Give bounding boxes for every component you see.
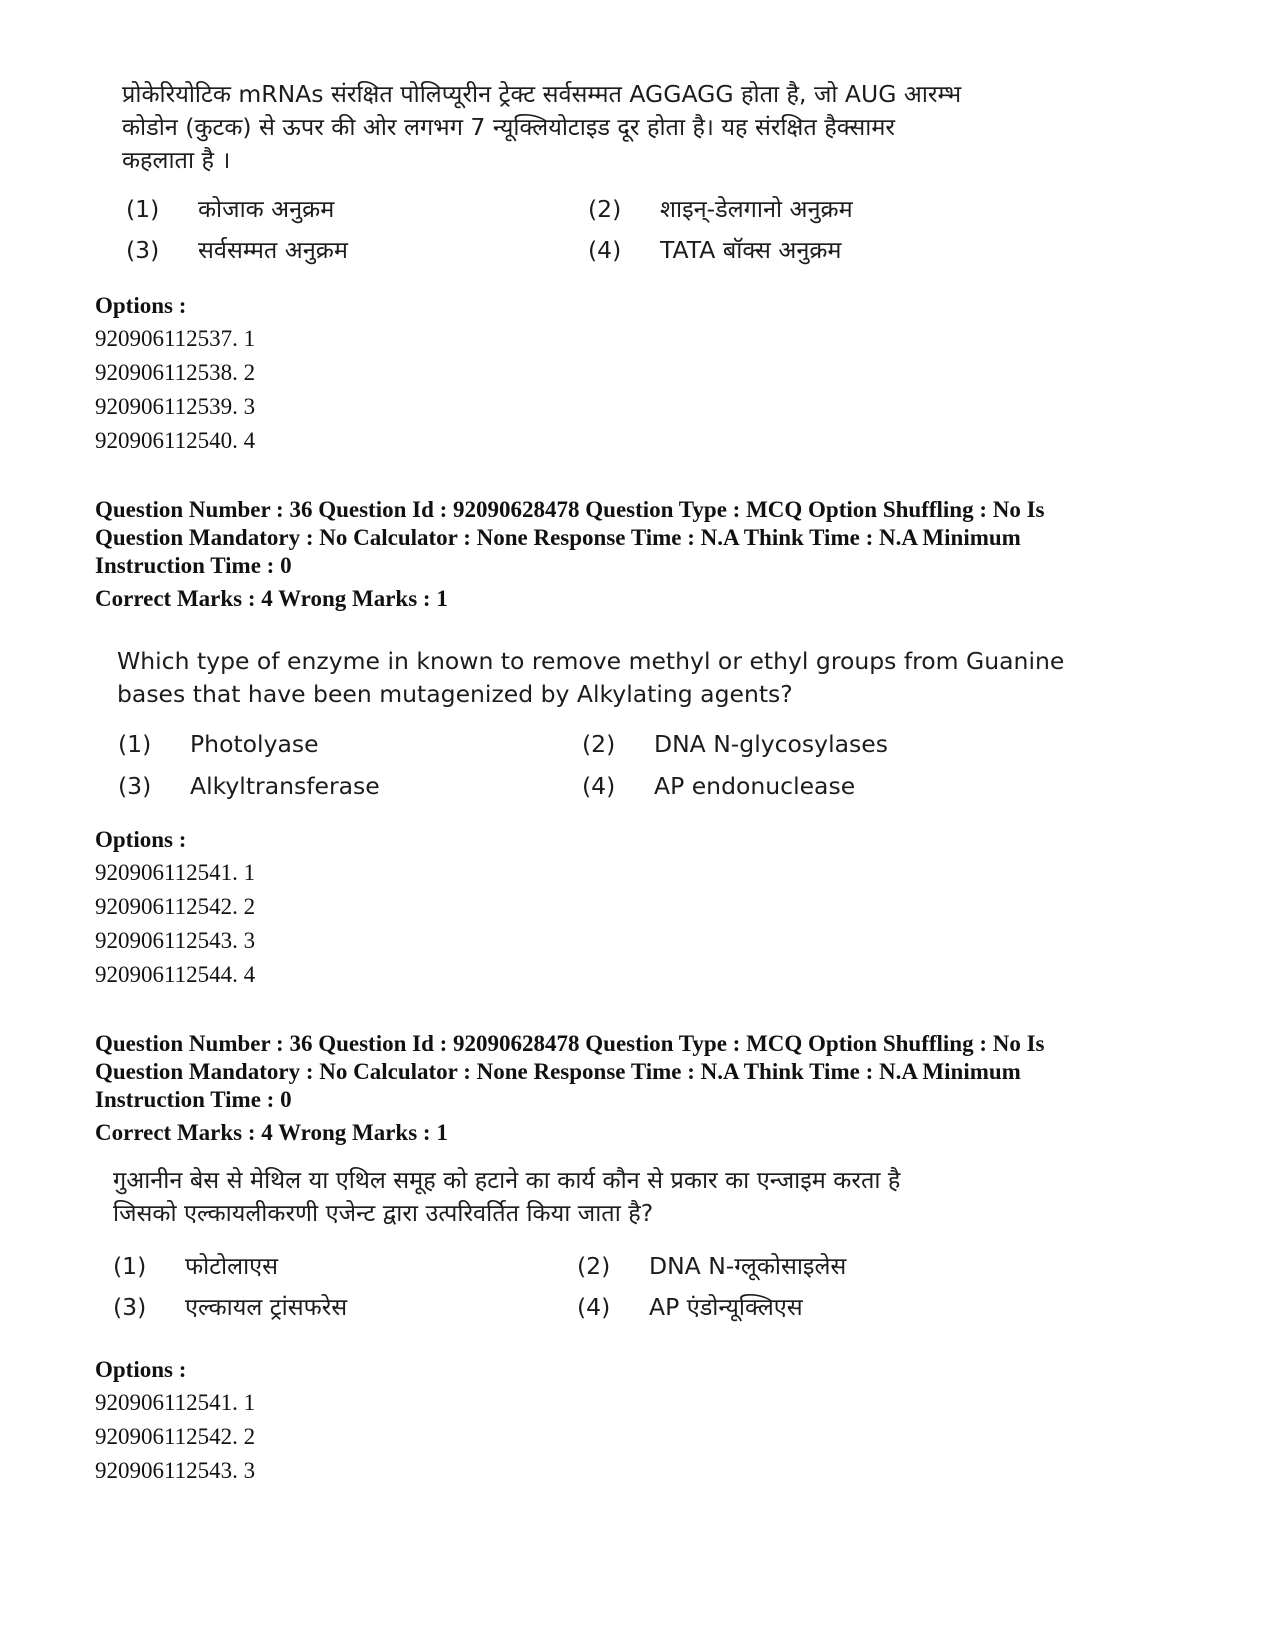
choice-number: (1) [118,730,152,758]
meta-line: Instruction Time : 0 [95,1087,292,1112]
choice-text: सर्वसम्मत अनुक्रम [198,236,348,264]
choice-number: (1) [113,1252,147,1280]
option-id: 920906112540. 4 [95,428,256,453]
question-line: bases that have been mutagenized by Alkylating agents? [117,680,793,708]
question-text [117,645,1127,711]
question-meta [95,496,1235,613]
choice-number: (4) [582,772,616,800]
choice-text: फोटोलाएस [185,1252,279,1280]
choice-number: (3) [118,772,152,800]
choice-text: शाइन्-डेलगानो अनुक्रम [660,195,853,223]
options-list [95,824,255,992]
meta-line: Question Number : 36 Question Id : 92090628478 Question Type : MCQ Option Shuffling : No Is [95,1031,1045,1056]
option-id: 920906112541. 1 [95,860,256,885]
choice-text: DNA N-ग्लूकोसाइलेस [649,1252,847,1280]
choice-text: Alkyltransferase [190,772,380,800]
option-id: 920906112542. 2 [95,894,256,919]
option-id: 920906112543. 3 [95,1458,256,1483]
marks-line: Correct Marks : 4 Wrong Marks : 1 [95,586,448,611]
options-list [95,290,255,458]
question-line: गुआनीन बेस से मेथिल या एथिल समूह को हटाने का कार्य कौन से प्रकार का एन्जाइम करता है [113,1166,901,1194]
choice-number: (4) [577,1293,611,1321]
choice-text: AP endonuclease [654,772,856,800]
question-text [122,78,1132,177]
options-list [95,1354,255,1488]
option-id: 920906112537. 1 [95,326,256,351]
question-text [113,1164,1123,1230]
option-id: 920906112539. 3 [95,394,256,419]
choice-text: TATA बॉक्स अनुक्रम [660,236,842,264]
marks-line: Correct Marks : 4 Wrong Marks : 1 [95,1120,448,1145]
choice-text: कोजाक अनुक्रम [198,195,335,223]
meta-line: Question Mandatory : No Calculator : None Response Time : N.A Think Time : N.A Minimum [95,1059,1021,1084]
question-line: Which type of enzyme in known to remove methyl or ethyl groups from Guanine [117,647,1065,675]
choice-text: DNA N-glycosylases [654,730,888,758]
question-meta [95,1030,1235,1147]
choice-text: Photolyase [190,730,319,758]
choice-number: (4) [588,236,622,264]
question-line: प्रोकेरियोटिक mRNAs संरक्षित पोलिप्यूरीन ट्रेक्ट सर्वसम्मत AGGAGG होता है, जो AUG आरम्भ [122,80,962,108]
question-line: कहलाता है । [122,146,231,174]
options-label: Options : [95,1357,187,1382]
option-id: 920906112538. 2 [95,360,256,385]
choice-number: (3) [126,236,160,264]
question-line: कोडोन (कुटक) से ऊपर की ओर लगभग 7 न्यूक्लियोटाइड दूर होता है। यह संरक्षित हैक्सामर [122,113,896,141]
meta-line: Question Mandatory : No Calculator : None Response Time : N.A Think Time : N.A Minimum [95,525,1021,550]
choice-number: (2) [588,195,622,223]
choice-number: (3) [113,1293,147,1321]
choice-text: एल्कायल ट्रांसफरेस [185,1293,348,1321]
meta-line: Question Number : 36 Question Id : 92090628478 Question Type : MCQ Option Shuffling : No Is [95,497,1045,522]
options-label: Options : [95,293,187,318]
options-label: Options : [95,827,187,852]
choice-text: AP एंडोन्यूक्लिएस [649,1293,803,1321]
choice-number: (2) [577,1252,611,1280]
choice-number: (2) [582,730,616,758]
option-id: 920906112541. 1 [95,1390,256,1415]
option-id: 920906112543. 3 [95,928,256,953]
option-id: 920906112542. 2 [95,1424,256,1449]
choice-number: (1) [126,195,160,223]
question-line: जिसको एल्कायलीकरणी एजेन्ट द्वारा उत्परिवर्तित किया जाता है? [113,1199,654,1227]
meta-line: Instruction Time : 0 [95,553,292,578]
option-id: 920906112544. 4 [95,962,256,987]
